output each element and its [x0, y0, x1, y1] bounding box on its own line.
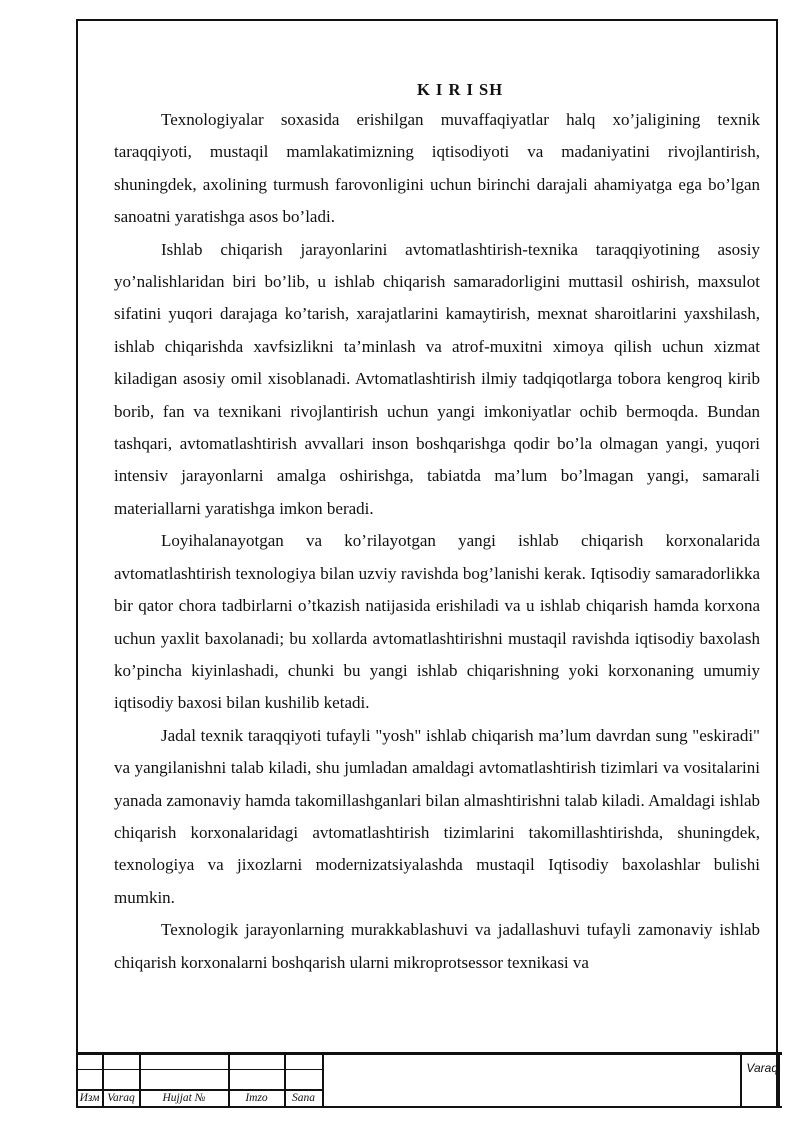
stamp-label-varaq: Varaq — [107, 1092, 135, 1104]
stamp-label-hujjat: Hujjat № — [162, 1092, 206, 1104]
document-body — [114, 76, 760, 979]
stamp-col-line — [740, 1055, 742, 1106]
sheet-number-label: Varaq — [746, 1061, 778, 1075]
stamp-row-line — [76, 1069, 324, 1070]
document-title: K I R I SH — [416, 80, 504, 99]
paragraph-1: Texnologiyalar soxasida erishilgan muvaffaqiyatlar halq xo’jaligining texnik taraqqiyoti, mustaqil mamlakatimizning iqtisodiyoti va madaniyatini rivojlantirish, shuningdek, axolining turmush farovonligini uchun birinchi darajali ahamiyatga ega bo’lgan sanoatni yaratishga asos bo’ladi. — [114, 110, 760, 227]
paragraph-4: Jadal texnik taraqqiyoti tufayli "yosh" ishlab chiqarish ma’lum davrdan sung "eskiradi" va yangilanishni talab kiladi, shu jumladan amaldagi avtomatlashtirish tizimlari va vositalarini yanada zamonaviy hamda takomillashganlari bilan almashtirishni talab kiladi. Amaldagi ishlab chiqarish korxonalaridagi avtomatlashtirish tizimlarini takomillashtirishda, shuningdek, texnologiya va jixozlarni modernizatsiyalashda mustaqil Iqtisodiy baxolashlar bulishi mumkin. — [114, 725, 760, 907]
paragraph-2: Ishlab chiqarish jarayonlarini avtomatlashtirish-texnika taraqqiyotining asosiy yo’nalishlaridan biri bo’lib, u ishlab chiqarish samaradorligini muttasil oshirish, maxsulot sifatini yuqori darajaga ko’tarish, xarajatlarini kamaytirish, mexnat sharoitlarini yaxshilash, ishlab chiqarishda xavfsizlikni ta’minlash va atrof-muxitni ximoya qilish uchun xizmat kiladigan asosiy omil xisoblanadi. Avtomatlashtirish ilmiy tadqiqotlarga tobora kengroq kirib borib, fan va texnikani rivojlantirish uchun yangi imkoniyatlar ochib bermoqda. Bundan tashqari, avtomatlashtirish avvallari inson boshqarishga qodir bo’la olmagan yangi, yuqori intensiv jarayonlarni amalga oshirishga, tabiatda ma’lum bo’lmagan yangi, samarali materiallarni yaratishga imkon beradi. — [114, 239, 760, 518]
stamp-col-line — [322, 1055, 324, 1106]
title-block — [76, 1052, 782, 1108]
paragraph-3: Loyihalanayotgan va ko’rilayotgan yangi ishlab chiqarish korxonalarida avtomatlashtirish texnologiya bilan uzviy ravishda bog’lanishi kerak. Iqtisodiy samaradorlikka bir qator chora tadbirlarni o’tkazish natijasida erishiladi va u ishlab chiqarish hamda korxona uchun yaxlit baxolanadi; bu xollarda avtomatlashtirishni mustaqil ravishda iqtisodiy baxolash ko’pincha kiyinlashadi, chunki bu yangi ishlab chiqarishning yoki korxonaning umumiy iqtisodiy baxosi bilan kushilib ketadi. — [114, 531, 760, 713]
stamp-label-izm: Изм — [79, 1092, 100, 1104]
stamp-col-line — [778, 1055, 780, 1106]
stamp-label-imzo: Imzo — [245, 1092, 268, 1104]
stamp-label-sana: Sana — [292, 1092, 315, 1104]
paragraph-5: Texnologik jarayonlarning murakkablashuvi va jadallashuvi tufayli zamonaviy ishlab chiqarish korxonalarni boshqarish ularni mikroprotsessor texnikasi va — [114, 920, 760, 972]
stamp-row-line — [76, 1089, 324, 1091]
